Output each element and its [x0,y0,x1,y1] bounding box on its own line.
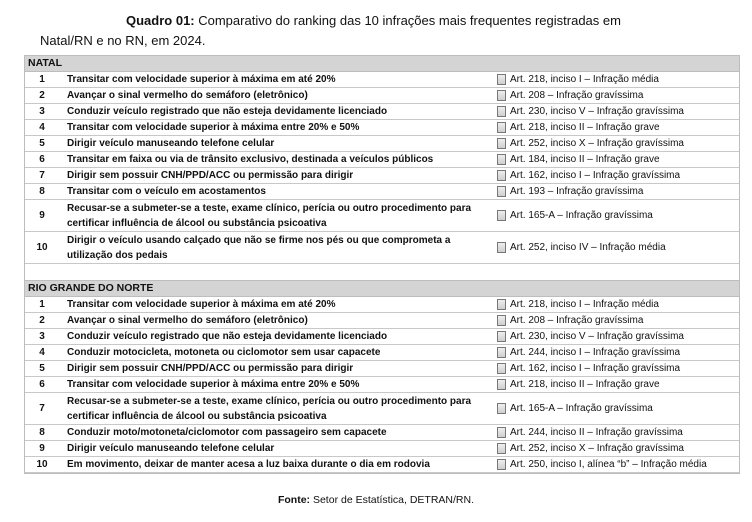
article-cell [487,401,739,416]
infraction-description: Dirigir o veículo usando calçado que não se firme nos pés ou que comprometa a utilização dos pedais [67,234,451,261]
document-icon [497,242,506,253]
article-cell [487,361,739,376]
article-cell [487,345,739,360]
infraction-description: Dirigir veículo manuseando telefone celular [67,443,275,454]
infraction-description: Dirigir sem possuir CNH/PPD/ACC ou permissão para dirigir [67,363,354,374]
infraction-description: Transitar com velocidade superior à máxima em até 20% [67,74,336,85]
rank-number: 10 [36,242,48,253]
infraction-description: Conduzir veículo registrado que não esteja devidamente licenciado [67,106,388,117]
article-cell [487,425,739,440]
article-text: Art. 162, inciso I – Infração gravíssima [510,363,681,374]
table-row [25,152,739,168]
infraction-description: Recusar-se a submeter-se a teste, exame clínico, perícia ou outro procedimento para certificar influência de álcool ou substância psicoativa [67,395,472,422]
infraction-description: Transitar com velocidade superior à máxima entre 20% e 50% [67,122,360,133]
document-icon [497,347,506,358]
document-icon [497,210,506,221]
section-header: RIO GRANDE DO NORTE [25,281,739,297]
infraction-description: Conduzir moto/motoneta/ciclomotor com passageiro sem capacete [67,427,387,438]
caption-text-line1: Comparativo do ranking das 10 infrações mais frequentes registradas em [194,13,621,28]
table-row [25,200,739,232]
rank-number: 7 [39,403,45,414]
infraction-description: Dirigir veículo manuseando telefone celular [67,138,275,149]
article-text: Art. 193 – Infração gravíssima [510,186,644,197]
rank-number: 4 [39,122,45,133]
rank-number: 3 [39,331,45,342]
article-cell [487,136,739,151]
article-text: Art. 244, inciso I – Infração gravíssima [510,347,681,358]
article-cell [487,104,739,119]
infraction-description: Conduzir motocicleta, motoneta ou ciclomotor sem usar capacete [67,347,381,358]
table-row [25,377,739,393]
caption-text-line2: Natal/RN e no RN, em 2024. [40,33,206,48]
table-row [25,297,739,313]
document-icon [497,138,506,149]
section-spacer [25,264,739,281]
rank-number: 7 [39,170,45,181]
rank-number: 1 [39,299,45,310]
article-text: Art. 252, inciso IV – Infração média [510,242,666,253]
table-row [25,457,739,473]
document-icon [497,443,506,454]
article-cell [487,297,739,312]
document-icon [497,459,506,470]
infraction-description: Em movimento, deixar de manter acesa a luz baixa durante o dia em rodovia [67,459,430,470]
article-cell [487,329,739,344]
article-text: Art. 218, inciso II – Infração grave [510,379,660,390]
source-note [0,494,752,506]
article-text: Art. 252, inciso X – Infração gravíssima [510,138,684,149]
article-text: Art. 162, inciso I – Infração gravíssima [510,170,681,181]
table-row [25,104,739,120]
source-label: Fonte: [277,494,311,506]
rank-number: 9 [39,443,45,454]
document-icon [497,106,506,117]
rank-number: 5 [39,363,45,374]
article-cell [487,377,739,392]
table-row [25,361,739,377]
table-row [25,345,739,361]
article-cell [487,120,739,135]
document-icon [497,170,506,181]
article-cell [487,240,739,255]
table-row [25,168,739,184]
article-text: Art. 230, inciso V – Infração gravíssima [510,331,684,342]
rank-number: 8 [39,186,45,197]
infraction-description: Recusar-se a submeter-se a teste, exame clínico, perícia ou outro procedimento para certificar influência de álcool ou substância psicoativa [67,202,472,229]
article-text: Art. 218, inciso I – Infração média [510,74,659,85]
document-icon [497,379,506,390]
article-text: Art. 252, inciso X – Infração gravíssima [510,443,684,454]
document-icon [497,427,506,438]
table-row [25,393,739,425]
ranking-table [24,55,740,474]
source-text: Setor de Estatística, DETRAN/RN. [310,494,475,506]
table-row [25,72,739,88]
article-cell [487,208,739,223]
document-icon [497,403,506,414]
article-text: Art. 218, inciso I – Infração média [510,299,659,310]
article-cell [487,72,739,87]
table-row [25,136,739,152]
table-row [25,184,739,200]
infraction-description: Dirigir sem possuir CNH/PPD/ACC ou permissão para dirigir [67,170,354,181]
article-cell [487,168,739,183]
rank-number: 2 [39,90,45,101]
article-text: Art. 184, inciso II – Infração grave [510,154,660,165]
infraction-description: Avançar o sinal vermelho do semáforo (eletrônico) [67,315,308,326]
table-caption [40,11,700,51]
article-text: Art. 218, inciso II – Infração grave [510,122,660,133]
caption-label: Quadro 01: [126,13,195,28]
article-cell [487,184,739,199]
article-text: Art. 165-A – Infração gravíssima [510,210,653,221]
document-icon [497,90,506,101]
document-icon [497,299,506,310]
article-text: Art. 208 – Infração gravíssima [510,90,644,101]
rank-number: 6 [39,154,45,165]
infraction-description: Transitar com velocidade superior à máxima entre 20% e 50% [67,379,360,390]
infraction-description: Transitar com o veículo em acostamentos [67,186,266,197]
infraction-description: Transitar em faixa ou via de trânsito exclusivo, destinada a veículos públicos [67,154,434,165]
document-icon [497,331,506,342]
article-text: Art. 208 – Infração gravíssima [510,315,644,326]
table-row [25,329,739,345]
infraction-description: Transitar com velocidade superior à máxima em até 20% [67,299,336,310]
rank-number: 6 [39,379,45,390]
article-cell [487,313,739,328]
article-cell [487,88,739,103]
article-cell [487,152,739,167]
table-row [25,120,739,136]
table-row [25,88,739,104]
table-row [25,441,739,457]
rank-number: 1 [39,74,45,85]
section-header: NATAL [25,56,739,72]
table-row [25,425,739,441]
rank-number: 4 [39,347,45,358]
article-text: Art. 250, inciso I, alínea “b” – Infração média [510,459,707,470]
rank-number: 10 [36,459,48,470]
rank-number: 2 [39,315,45,326]
rank-number: 8 [39,427,45,438]
article-text: Art. 244, inciso II – Infração gravíssima [510,427,683,438]
infraction-description: Avançar o sinal vermelho do semáforo (eletrônico) [67,90,308,101]
article-cell [487,457,739,472]
document-icon [497,186,506,197]
table-row [25,232,739,264]
article-text: Art. 165-A – Infração gravíssima [510,403,653,414]
rank-number: 3 [39,106,45,117]
document-icon [497,122,506,133]
rank-number: 5 [39,138,45,149]
table-row [25,313,739,329]
document-icon [497,363,506,374]
infraction-description: Conduzir veículo registrado que não esteja devidamente licenciado [67,331,388,342]
document-icon [497,74,506,85]
document-icon [497,154,506,165]
document-icon [497,315,506,326]
article-cell [487,441,739,456]
article-text: Art. 230, inciso V – Infração gravíssima [510,106,684,117]
rank-number: 9 [39,210,45,221]
